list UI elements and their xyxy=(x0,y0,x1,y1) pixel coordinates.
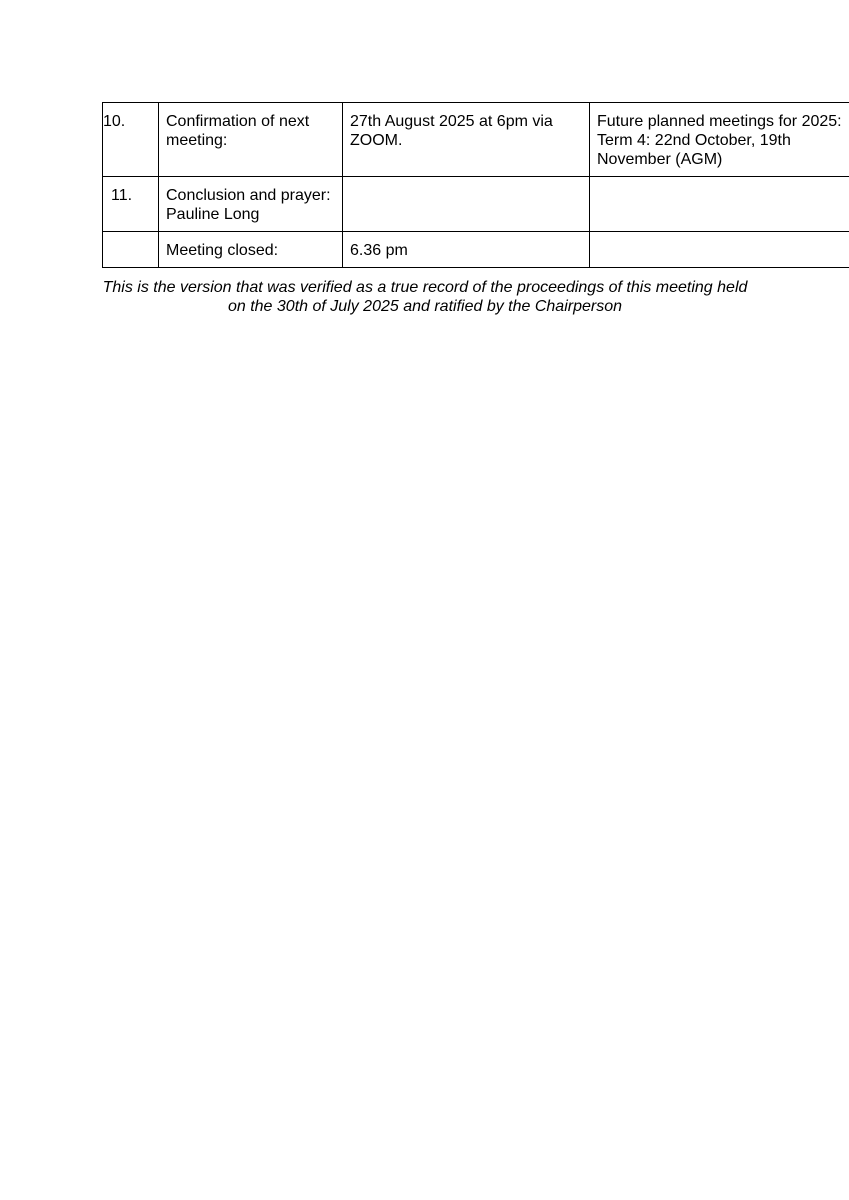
item-notes-cell: Future planned meetings for 2025: Term 4: 22nd October, 19th November (AGM) xyxy=(590,103,849,177)
item-number-cell: 11. xyxy=(103,177,159,232)
item-detail-cell xyxy=(343,177,590,232)
item-detail-cell: 27th August 2025 at 6pm via ZOOM. xyxy=(343,103,590,177)
table-row-next-meeting xyxy=(103,103,849,177)
item-number-cell xyxy=(103,232,159,268)
item-number-cell: 10. xyxy=(103,103,159,177)
verification-note-line-2: on the 30th of July 2025 and ratified by the Chairperson xyxy=(227,298,623,315)
verification-note-line-1: This is the version that was verified as a true record of the proceedings of this meeting held xyxy=(102,279,748,296)
minutes-table xyxy=(102,102,849,268)
table-row-conclusion xyxy=(103,177,849,232)
verification-note xyxy=(100,278,750,316)
item-title-cell: Confirmation of next meeting: xyxy=(159,103,343,177)
item-detail-cell: 6.36 pm xyxy=(343,232,590,268)
item-notes-cell xyxy=(590,177,849,232)
table-row-meeting-closed xyxy=(103,232,849,268)
item-title-cell: Conclusion and prayer: Pauline Long xyxy=(159,177,343,232)
item-title-cell: Meeting closed: xyxy=(159,232,343,268)
item-notes-cell xyxy=(590,232,849,268)
